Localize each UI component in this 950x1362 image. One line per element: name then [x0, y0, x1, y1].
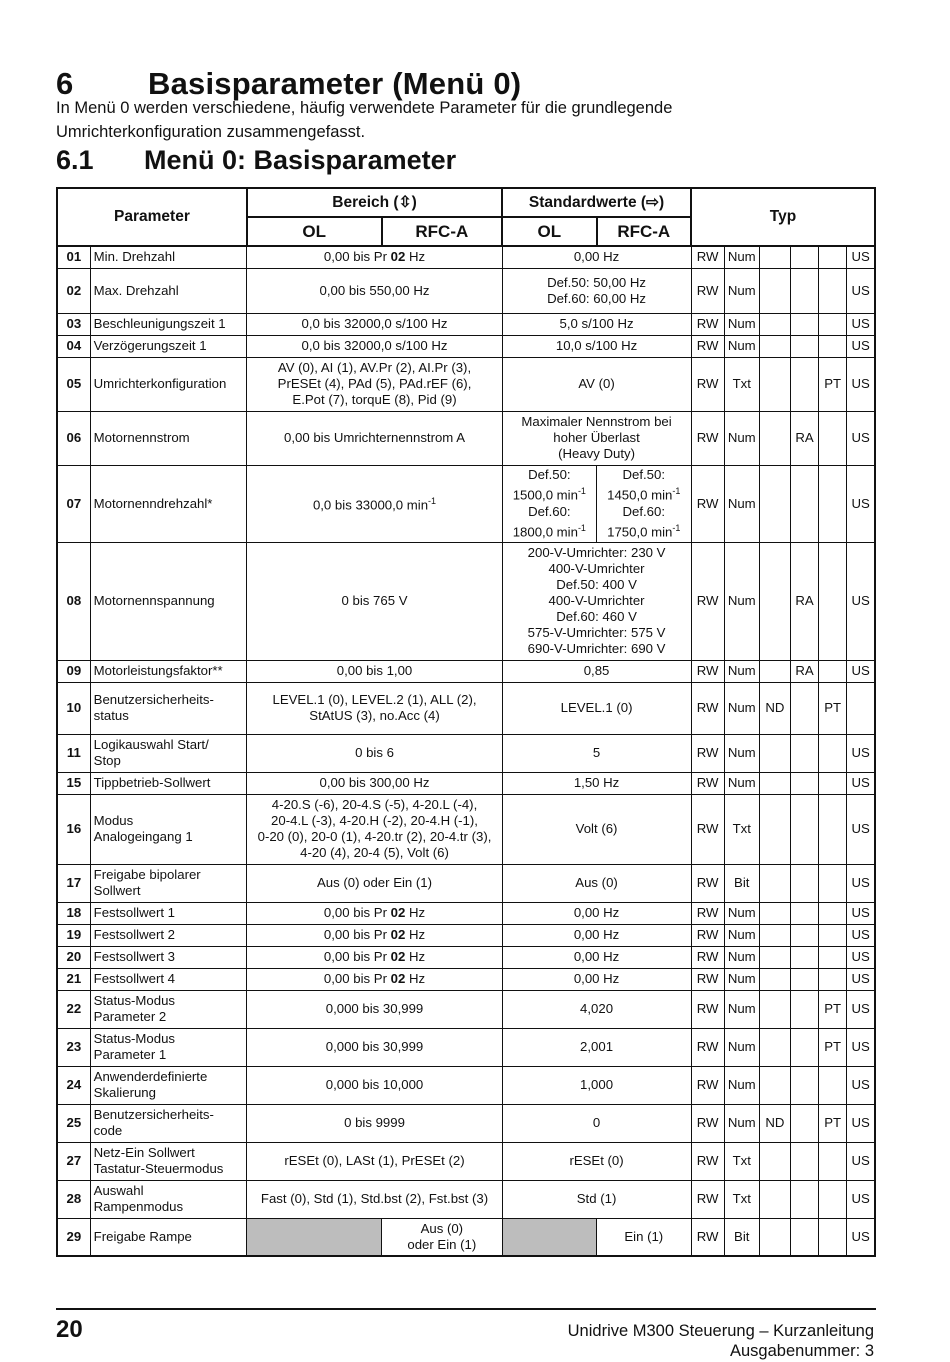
param-default: Aus (0) [502, 864, 691, 902]
param-type-flag [790, 1066, 818, 1104]
param-type-flag: Num [724, 1066, 759, 1104]
param-type-flag: RW [691, 1218, 724, 1256]
param-number: 28 [57, 1180, 90, 1218]
param-range: rESEt (0), LASt (1), PrESEt (2) [247, 1142, 502, 1180]
param-type-flag: US [847, 246, 875, 268]
param-type-flag [759, 246, 790, 268]
param-type-flag: RW [691, 465, 724, 542]
param-type-flag [790, 465, 818, 542]
param-type-flag [759, 734, 790, 772]
param-default: Std (1) [502, 1180, 691, 1218]
param-range: 0,00 bis 1,00 [247, 660, 502, 682]
param-type-flag: Num [724, 465, 759, 542]
param-type-flag [790, 246, 818, 268]
param-name: Benutzersicherheits- code [90, 1104, 247, 1142]
param-name: Festsollwert 3 [90, 946, 247, 968]
param-range: Aus (0) oder Ein (1) [247, 864, 502, 902]
param-name: Status-Modus Parameter 2 [90, 990, 247, 1028]
param-type-flag [759, 1028, 790, 1066]
param-name: Anwenderdefinierte Skalierung [90, 1066, 247, 1104]
param-name: Festsollwert 1 [90, 902, 247, 924]
param-type-flag: PT [819, 682, 847, 734]
param-name: Umrichterkonfiguration [90, 357, 247, 411]
header-bereich-ol: OL [247, 217, 382, 246]
param-default: 5,0 s/100 Hz [502, 313, 691, 335]
param-type-flag: US [847, 268, 875, 313]
footer-title: Unidrive M300 Steuerung – Kurzanleitung [567, 1322, 874, 1340]
param-default: rESEt (0) [502, 1142, 691, 1180]
param-type-flag: PT [819, 990, 847, 1028]
param-type-flag [819, 734, 847, 772]
param-type-flag [790, 1180, 818, 1218]
param-default: 0,00 Hz [502, 968, 691, 990]
param-type-flag: RW [691, 357, 724, 411]
param-type-flag: RW [691, 313, 724, 335]
param-range: 0 bis 6 [247, 734, 502, 772]
param-type-flag [819, 246, 847, 268]
footer-rule [56, 1308, 876, 1310]
param-type-flag [759, 1142, 790, 1180]
param-number: 19 [57, 924, 90, 946]
param-type-flag: Num [724, 946, 759, 968]
header-bereich-rfca: RFC-A [382, 217, 503, 246]
param-number: 15 [57, 772, 90, 794]
table-row [57, 268, 875, 313]
table-body [57, 246, 875, 1256]
param-type-flag [790, 1142, 818, 1180]
param-type-flag: Num [724, 411, 759, 465]
table-row [57, 946, 875, 968]
param-default-ol: Def.50: 1500,0 $\min^{-1}$ Def.60: 1800,0 $\min^{-1}$ [502, 465, 596, 542]
param-type-flag [819, 465, 847, 542]
param-range: 0,00 bis 300,00 Hz [247, 772, 502, 794]
param-range: 0,0 bis 32000,0 s/100 Hz [247, 335, 502, 357]
param-type-flag: Num [724, 1028, 759, 1066]
param-number: 11 [57, 734, 90, 772]
table-row [57, 968, 875, 990]
table-row [57, 1104, 875, 1142]
param-type-flag [759, 1218, 790, 1256]
section-number: 6.1 [56, 145, 94, 175]
param-type-flag [819, 968, 847, 990]
param-type-flag [759, 465, 790, 542]
param-range: 0,00 bis Pr 02 Hz [247, 946, 502, 968]
param-type-flag [819, 946, 847, 968]
param-default: 2,001 [502, 1028, 691, 1066]
param-type-flag: US [847, 968, 875, 990]
param-range: LEVEL.1 (0), LEVEL.2 (1), ALL (2), StAtUS (3), no.Acc (4) [247, 682, 502, 734]
param-type-flag: Num [724, 902, 759, 924]
param-type-flag [790, 902, 818, 924]
param-type-flag: US [847, 357, 875, 411]
param-number: 24 [57, 1066, 90, 1104]
param-type-flag [819, 335, 847, 357]
header-standard-rfca: RFC-A [597, 217, 691, 246]
param-type-flag: RW [691, 268, 724, 313]
table-row [57, 335, 875, 357]
param-range: 0,00 bis Pr 02 Hz [247, 968, 502, 990]
param-type-flag: Num [724, 1104, 759, 1142]
param-type-flag: RW [691, 246, 724, 268]
param-type-flag: US [847, 465, 875, 542]
default-ol-empty [502, 1218, 596, 1256]
param-name: Freigabe Rampe [90, 1218, 247, 1256]
param-type-flag [790, 734, 818, 772]
param-type-flag: Bit [724, 864, 759, 902]
param-range: Fast (0), Std (1), Std.bst (2), Fst.bst (3) [247, 1180, 502, 1218]
param-type-flag [819, 660, 847, 682]
param-range: 0 bis 765 V [247, 542, 502, 660]
param-type-flag: RW [691, 660, 724, 682]
param-type-flag [759, 335, 790, 357]
param-type-flag [790, 1028, 818, 1066]
param-default-rfca: Def.50: 1450,0 $\min^{-1}$ Def.60: 1750,0 $\min^{-1}$ [597, 465, 691, 542]
param-default: 1,50 Hz [502, 772, 691, 794]
table-row [57, 357, 875, 411]
param-type-flag [759, 660, 790, 682]
param-type-flag [819, 794, 847, 864]
param-type-flag: RW [691, 902, 724, 924]
param-type-flag [790, 313, 818, 335]
param-range: 0,0 bis 33000,0 $\min^{-1}$ [247, 465, 502, 542]
table-row [57, 734, 875, 772]
param-default: 5 [502, 734, 691, 772]
param-default: 0 [502, 1104, 691, 1142]
param-type-flag: US [847, 1104, 875, 1142]
param-type-flag [759, 411, 790, 465]
chapter-title: Basisparameter (Menü 0) [148, 66, 522, 101]
param-default: 200-V-Umrichter: 230 V 400-V-Umrichter Def.50: 400 V 400-V-Umrichter Def.60: 460 V 575-V-Umrichter: 575 V 690-V-Umrichter: 690 V [502, 542, 691, 660]
param-name: Motorleistungsfaktor** [90, 660, 247, 682]
param-type-flag: RW [691, 411, 724, 465]
param-type-flag: RA [790, 411, 818, 465]
param-name: Festsollwert 4 [90, 968, 247, 990]
param-range: 0,00 bis Pr 02 Hz [247, 924, 502, 946]
param-range: 0,00 bis Pr 02 Hz [247, 246, 502, 268]
param-type-flag: Num [724, 313, 759, 335]
param-type-flag: RW [691, 682, 724, 734]
param-type-flag: RW [691, 990, 724, 1028]
param-type-flag [790, 772, 818, 794]
param-type-flag: PT [819, 1104, 847, 1142]
param-type-flag: US [847, 864, 875, 902]
table-row [57, 1142, 875, 1180]
param-number: 02 [57, 268, 90, 313]
param-type-flag [759, 990, 790, 1028]
param-type-flag [819, 542, 847, 660]
param-name: Auswahl Rampenmodus [90, 1180, 247, 1218]
param-type-flag [790, 864, 818, 902]
param-number: 22 [57, 990, 90, 1028]
param-default: LEVEL.1 (0) [502, 682, 691, 734]
param-default: 0,85 [502, 660, 691, 682]
param-name: Freigabe bipolarer Sollwert [90, 864, 247, 902]
param-type-flag: US [847, 1028, 875, 1066]
param-type-flag [759, 946, 790, 968]
param-type-flag: RW [691, 864, 724, 902]
param-type-flag: Num [724, 268, 759, 313]
range-ol-empty [247, 1218, 382, 1256]
param-number: 09 [57, 660, 90, 682]
param-number: 17 [57, 864, 90, 902]
param-type-flag: Num [724, 924, 759, 946]
param-default: 1,000 [502, 1066, 691, 1104]
table-row [57, 1066, 875, 1104]
param-type-flag: US [847, 772, 875, 794]
param-type-flag: PT [819, 1028, 847, 1066]
param-type-flag: US [847, 924, 875, 946]
param-type-flag: Num [724, 734, 759, 772]
param-type-flag [819, 902, 847, 924]
param-type-flag [790, 1104, 818, 1142]
param-type-flag: RW [691, 1066, 724, 1104]
param-type-flag: Bit [724, 1218, 759, 1256]
param-type-flag: RW [691, 542, 724, 660]
param-type-flag [759, 313, 790, 335]
param-type-flag: Num [724, 968, 759, 990]
param-type-flag [790, 968, 818, 990]
param-name: Verzögerungszeit 1 [90, 335, 247, 357]
param-name: Motornennspannung [90, 542, 247, 660]
param-type-flag: RW [691, 946, 724, 968]
table-row [57, 902, 875, 924]
param-type-flag: US [847, 542, 875, 660]
param-type-flag [759, 1180, 790, 1218]
table-row [57, 542, 875, 660]
param-range: AV (0), AI (1), AV.Pr (2), AI.Pr (3), PrESEt (4), PAd (5), PAd.rEF (6), E.Pot (7), torquE (8), Pid (9) [247, 357, 502, 411]
param-type-flag [790, 335, 818, 357]
table-row [57, 1218, 875, 1256]
param-type-flag [819, 1218, 847, 1256]
header-parameter: Parameter [57, 188, 247, 246]
param-number: 16 [57, 794, 90, 864]
param-type-flag: ND [759, 1104, 790, 1142]
param-type-flag: US [847, 1066, 875, 1104]
param-type-flag [790, 268, 818, 313]
param-type-flag [759, 357, 790, 411]
intro-text: In Menü 0 werden verschiedene, häufig verwendete Parameter für die grundlegende Umrichterkonfiguration zusammengefasst. [56, 99, 673, 141]
header-typ: Typ [691, 188, 875, 246]
param-type-flag [759, 772, 790, 794]
param-number: 29 [57, 1218, 90, 1256]
section-title: Menü 0: Basisparameter [144, 145, 457, 175]
param-type-flag: RW [691, 794, 724, 864]
param-type-flag [790, 924, 818, 946]
param-type-flag: RW [691, 968, 724, 990]
param-number: 25 [57, 1104, 90, 1142]
param-range: 0,000 bis 30,999 [247, 990, 502, 1028]
param-type-flag [819, 313, 847, 335]
param-type-flag [759, 1066, 790, 1104]
param-type-flag [819, 411, 847, 465]
param-type-flag: Num [724, 660, 759, 682]
param-type-flag: US [847, 411, 875, 465]
param-type-flag: US [847, 794, 875, 864]
table-row [57, 990, 875, 1028]
param-name: Modus Analogeingang 1 [90, 794, 247, 864]
param-type-flag [759, 968, 790, 990]
param-number: 18 [57, 902, 90, 924]
param-type-flag: US [847, 1142, 875, 1180]
param-default: 0,00 Hz [502, 246, 691, 268]
param-type-flag [790, 794, 818, 864]
param-type-flag: RW [691, 1180, 724, 1218]
header-bereich: Bereich (⇳) [247, 188, 502, 217]
param-range: 0,00 bis 550,00 Hz [247, 268, 502, 313]
param-type-flag [790, 1218, 818, 1256]
param-range: 0,000 bis 30,999 [247, 1028, 502, 1066]
param-type-flag: Num [724, 990, 759, 1028]
chapter-number: 6 [56, 66, 74, 101]
param-default-rfca: Ein (1) [597, 1218, 691, 1256]
param-name: Logikauswahl Start/ Stop [90, 734, 247, 772]
parameter-table [56, 187, 876, 1257]
param-default: Def.50: 50,00 Hz Def.60: 60,00 Hz [502, 268, 691, 313]
param-type-flag: RW [691, 924, 724, 946]
param-type-flag: US [847, 1218, 875, 1256]
param-name: Status-Modus Parameter 1 [90, 1028, 247, 1066]
param-type-flag: Num [724, 772, 759, 794]
param-type-flag [759, 542, 790, 660]
param-name: Min. Drehzahl [90, 246, 247, 268]
param-type-flag [819, 1142, 847, 1180]
param-type-flag [819, 772, 847, 794]
param-number: 03 [57, 313, 90, 335]
param-number: 27 [57, 1142, 90, 1180]
param-number: 01 [57, 246, 90, 268]
table-row [57, 246, 875, 268]
param-type-flag [790, 990, 818, 1028]
param-range: 0,00 bis Umrichternennstrom A [247, 411, 502, 465]
param-type-flag: RW [691, 1104, 724, 1142]
param-default: 0,00 Hz [502, 902, 691, 924]
param-default: Maximaler Nennstrom bei hoher Überlast (Heavy Duty) [502, 411, 691, 465]
param-type-flag: Txt [724, 1142, 759, 1180]
param-type-flag [847, 682, 875, 734]
table-row [57, 660, 875, 682]
param-range-rfca: Aus (0) oder Ein (1) [382, 1218, 503, 1256]
param-type-flag: RW [691, 772, 724, 794]
table-row [57, 864, 875, 902]
param-type-flag: Txt [724, 794, 759, 864]
param-number: 07 [57, 465, 90, 542]
param-range: 4-20.S (-6), 20-4.S (-5), 4-20.L (-4), 20-4.L (-3), 4-20.H (-2), 20-4.H (-1), 0-20 (0), 20-0 (1), 4-20.tr (2), 20-4.tr (3), 4-20 (4), 20-4 (5), Volt (6) [247, 794, 502, 864]
param-type-flag: RW [691, 1142, 724, 1180]
param-type-flag: Num [724, 682, 759, 734]
param-number: 04 [57, 335, 90, 357]
param-type-flag: RA [790, 660, 818, 682]
table-row [57, 411, 875, 465]
param-default: 0,00 Hz [502, 924, 691, 946]
param-type-flag: RW [691, 1028, 724, 1066]
param-type-flag [759, 902, 790, 924]
param-type-flag [790, 357, 818, 411]
page-number: 20 [56, 1316, 83, 1343]
header-standard-ol: OL [502, 217, 596, 246]
param-type-flag: Num [724, 335, 759, 357]
param-type-flag [790, 682, 818, 734]
param-type-flag: US [847, 1180, 875, 1218]
table-row [57, 682, 875, 734]
table-row [57, 465, 875, 542]
param-type-flag [759, 268, 790, 313]
param-number: 06 [57, 411, 90, 465]
table-row [57, 924, 875, 946]
param-type-flag: Num [724, 542, 759, 660]
param-type-flag: US [847, 990, 875, 1028]
param-type-flag: Num [724, 246, 759, 268]
param-range: 0 bis 9999 [247, 1104, 502, 1142]
param-number: 21 [57, 968, 90, 990]
param-type-flag: US [847, 734, 875, 772]
param-type-flag: RW [691, 734, 724, 772]
param-name: Benutzersicherheits- status [90, 682, 247, 734]
param-type-flag: Txt [724, 1180, 759, 1218]
param-type-flag: ND [759, 682, 790, 734]
param-type-flag: US [847, 313, 875, 335]
param-type-flag [819, 1180, 847, 1218]
table-row [57, 1028, 875, 1066]
param-name: Festsollwert 2 [90, 924, 247, 946]
param-range: 0,00 bis Pr 02 Hz [247, 902, 502, 924]
header-standard: Standardwerte (⇨) [502, 188, 691, 217]
param-default: Volt (6) [502, 794, 691, 864]
param-number: 10 [57, 682, 90, 734]
param-default: 10,0 s/100 Hz [502, 335, 691, 357]
param-type-flag: Txt [724, 357, 759, 411]
param-type-flag [819, 268, 847, 313]
param-type-flag [819, 864, 847, 902]
param-type-flag [759, 864, 790, 902]
table-row [57, 772, 875, 794]
param-type-flag: US [847, 946, 875, 968]
param-type-flag: US [847, 902, 875, 924]
table-row [57, 313, 875, 335]
param-default: 4,020 [502, 990, 691, 1028]
param-number: 20 [57, 946, 90, 968]
table-row [57, 1180, 875, 1218]
param-name: Max. Drehzahl [90, 268, 247, 313]
param-name: Motornennstrom [90, 411, 247, 465]
param-type-flag [759, 794, 790, 864]
param-default: AV (0) [502, 357, 691, 411]
param-name: Beschleunigungszeit 1 [90, 313, 247, 335]
param-type-flag: RW [691, 335, 724, 357]
param-type-flag [759, 924, 790, 946]
param-type-flag: RA [790, 542, 818, 660]
param-number: 08 [57, 542, 90, 660]
footer-issue: Ausgabenummer: 3 [730, 1342, 874, 1360]
param-name: Motornenndrehzahl* [90, 465, 247, 542]
param-range: 0,000 bis 10,000 [247, 1066, 502, 1104]
param-default: 0,00 Hz [502, 946, 691, 968]
param-type-flag [790, 946, 818, 968]
param-number: 05 [57, 357, 90, 411]
table-row [57, 794, 875, 864]
param-type-flag: US [847, 335, 875, 357]
param-range: 0,0 bis 32000,0 s/100 Hz [247, 313, 502, 335]
param-type-flag: PT [819, 357, 847, 411]
param-name: Tippbetrieb-Sollwert [90, 772, 247, 794]
param-type-flag [819, 1066, 847, 1104]
section-heading [56, 145, 456, 176]
param-name: Netz-Ein Sollwert Tastatur-Steuermodus [90, 1142, 247, 1180]
param-number: 23 [57, 1028, 90, 1066]
param-type-flag [819, 924, 847, 946]
param-type-flag: US [847, 660, 875, 682]
